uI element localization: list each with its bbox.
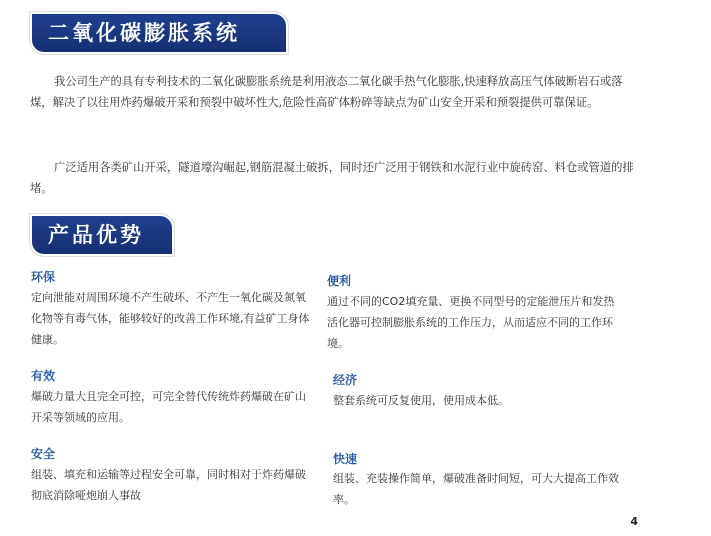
section-title-banner: 二氧化碳膨胀系统 xyxy=(32,14,286,52)
advantage-text-safety: 组装、填充和运输等过程安全可靠，同时相对于炸药爆破彻底消除哑炮崩人事故 xyxy=(31,468,306,502)
application-paragraph: 广泛适用各类矿山开采，隧道壕沟崛起,钢筋混凝土破拆，同时还广泛用于钢铁和水泥行业中旋砖窑、料仓或管道的排堵。 xyxy=(30,161,634,195)
advantage-text-environmental: 定向泄能对周围环境不产生破坏、不产生一氧化碳及氮氧化物等有毒气体，能够较好的改善工作环境,有益矿工身体健康。 xyxy=(31,291,310,346)
advantage-title-safety: 安全 xyxy=(31,447,56,461)
intro-paragraph: 我公司生产的具有专利技术的二氧化碳膨胀系统是利用液态二氧化碳手热气化膨胀,快速释放高压气体破断岩石或落煤，解决了以往用炸药爆破开采和预裂中破坏性大,危险性高矿体粉碎等缺点为矿山安全开采和预裂提供可靠保证。 xyxy=(30,75,623,109)
advantages-title-banner: 产品优势 xyxy=(32,216,172,254)
advantage-text-economic: 整套系统可反复使用，使用成本低。 xyxy=(333,394,509,407)
advantage-text-speed: 组装、充装操作简单，爆破准备时间短，可大大提高工作效率。 xyxy=(333,472,619,506)
advantage-text-effective: 爆破力量大且完全可控，可完全替代传统炸药爆破在矿山开采等领域的应用。 xyxy=(31,390,306,424)
advantage-title-convenience: 便利 xyxy=(327,274,352,288)
advantage-title-environmental: 环保 xyxy=(31,270,56,284)
advantage-title-effective: 有效 xyxy=(31,369,56,383)
advantage-title-economic: 经济 xyxy=(333,373,358,387)
advantage-title-speed: 快速 xyxy=(333,452,358,466)
page-number: 4 xyxy=(630,515,638,528)
advantage-text-convenience: 通过不同的CO2填充量、更换不同型号的定能泄压片和发热活化器可控制膨胀系统的工作压力，从而适应不同的工作环境。 xyxy=(327,295,615,350)
